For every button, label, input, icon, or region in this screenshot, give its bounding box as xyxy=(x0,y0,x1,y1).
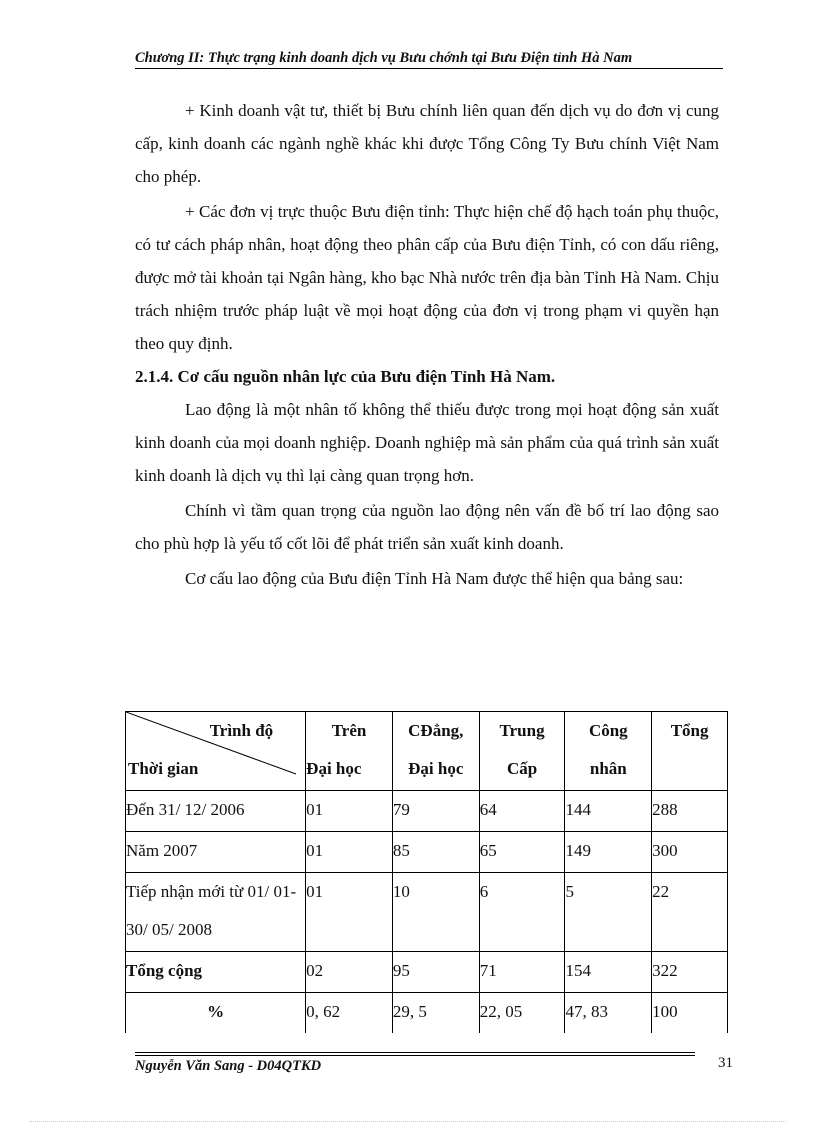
column-header-line1: Tổng xyxy=(670,721,709,740)
table-cell: 300 xyxy=(652,832,728,873)
column-header-line1: Công xyxy=(588,721,628,740)
column-header-total xyxy=(652,712,728,791)
column-header-line2: nhân xyxy=(589,759,627,778)
column-header-line1: CĐẳng, xyxy=(408,721,464,740)
page-number: 31 xyxy=(718,1055,733,1071)
table-cell: 100 xyxy=(652,993,728,1034)
column-header-line2: Cấp xyxy=(506,759,538,778)
row-label: Đến 31/ 12/ 2006 xyxy=(126,791,306,832)
table-cell: 10 xyxy=(392,873,479,952)
table-cell: 01 xyxy=(306,832,393,873)
table-cell: 71 xyxy=(479,952,565,993)
table-header-row xyxy=(126,712,728,791)
corner-label-level: Trình độ xyxy=(209,721,274,740)
table-cell: 79 xyxy=(392,791,479,832)
chapter-header: Chương II: Thực trạng kinh doanh dịch vụ Bưu chớnh tại Bưu Điện tỉnh Hà Nam xyxy=(135,50,633,66)
table-cell: 5 xyxy=(565,873,652,952)
body-content xyxy=(135,94,719,595)
column-header-intermediate xyxy=(479,712,565,791)
paragraph-business-scope: + Kinh doanh vật tư, thiết bị Bưu chính liên quan đến dịch vụ do đơn vị cung cấp, kinh doanh các ngành nghề khác khi được Tổng Công Ty Bưu chính Việt Nam cho phép. xyxy=(135,101,719,186)
table-cell: 22, 05 xyxy=(479,993,565,1034)
table-cell: 288 xyxy=(652,791,728,832)
footer-rule xyxy=(135,1055,695,1056)
footer-rule xyxy=(135,1052,695,1053)
column-header-university xyxy=(392,712,479,791)
paragraph-table-intro: Cơ cấu lao động của Bưu điện Tỉnh Hà Nam được thể hiện qua bảng sau: xyxy=(185,569,684,588)
table-cell: 65 xyxy=(479,832,565,873)
header-rule xyxy=(135,68,723,69)
labor-structure-table xyxy=(125,711,728,1033)
table-cell: 64 xyxy=(479,791,565,832)
column-header-line1: Trung xyxy=(499,721,545,740)
footer-author: Nguyễn Văn Sang - D04QTKD xyxy=(135,1058,322,1074)
table-cell: 01 xyxy=(306,791,393,832)
row-label: Tiếp nhận mới từ 01/ 01-30/ 05/ 2008 xyxy=(126,873,306,952)
column-header-line2: Đại học xyxy=(408,759,464,778)
table-cell: 85 xyxy=(392,832,479,873)
table-cell: 01 xyxy=(306,873,393,952)
column-header-line1: Trên xyxy=(331,721,367,740)
row-label: Năm 2007 xyxy=(126,832,306,873)
table-row xyxy=(126,832,728,873)
table-cell: 322 xyxy=(652,952,728,993)
column-header-line2: Đại học xyxy=(306,759,362,778)
corner-label-time: Thời gian xyxy=(128,759,199,778)
table-cell: 144 xyxy=(565,791,652,832)
column-header-postgraduate xyxy=(306,712,393,791)
table-cell: 6 xyxy=(479,873,565,952)
row-label: Tổng cộng xyxy=(126,952,306,993)
page-edge-dotted-line xyxy=(30,1121,786,1122)
row-label: % xyxy=(126,993,306,1034)
section-heading: 2.1.4. Cơ cấu nguồn nhân lực của Bưu điện Tỉnh Hà Nam. xyxy=(135,367,556,386)
table-cell: 95 xyxy=(392,952,479,993)
paragraph-labor-arrangement: Chính vì tầm quan trọng của nguồn lao động nên vấn đề bố trí lao động sao cho phù hợp là yếu tố cốt lõi để phát triển sản xuất kinh doanh. xyxy=(135,501,719,553)
paragraph-subsidiary-units: + Các đơn vị trực thuộc Bưu điện tỉnh: Thực hiện chế độ hạch toán phụ thuộc, có tư cách pháp nhân, hoạt động theo phân cấp của Bưu điện Tỉnh, có con dấu riêng, được mở tài khoản tại Ngân hàng, kho bạc Nhà nước trên địa bàn Tỉnh Hà Nam. Chịu trách nhiệm trước pháp luật về mọi hoạt động của đơn vị trong phạm vi quyền hạn theo quy định. xyxy=(135,202,719,353)
table-row xyxy=(126,873,728,952)
table-row xyxy=(126,791,728,832)
paragraph-labor-importance: Lao động là một nhân tố không thể thiếu được trong mọi hoạt động sản xuất kinh doanh của mọi doanh nghiệp. Doanh nghiệp mà sản phẩm của quá trình sản xuất kinh doanh là dịch vụ thì lại càng quan trọng hơn. xyxy=(135,400,719,485)
table-cell: 149 xyxy=(565,832,652,873)
table-cell: 02 xyxy=(306,952,393,993)
table-cell: 22 xyxy=(652,873,728,952)
column-header-worker xyxy=(565,712,652,791)
table-row-percent xyxy=(126,993,728,1034)
corner-header-cell xyxy=(126,712,306,791)
table-cell: 154 xyxy=(565,952,652,993)
table-row-total xyxy=(126,952,728,993)
table-cell: 0, 62 xyxy=(306,993,393,1034)
table-cell: 47, 83 xyxy=(565,993,652,1034)
table-cell: 29, 5 xyxy=(392,993,479,1034)
